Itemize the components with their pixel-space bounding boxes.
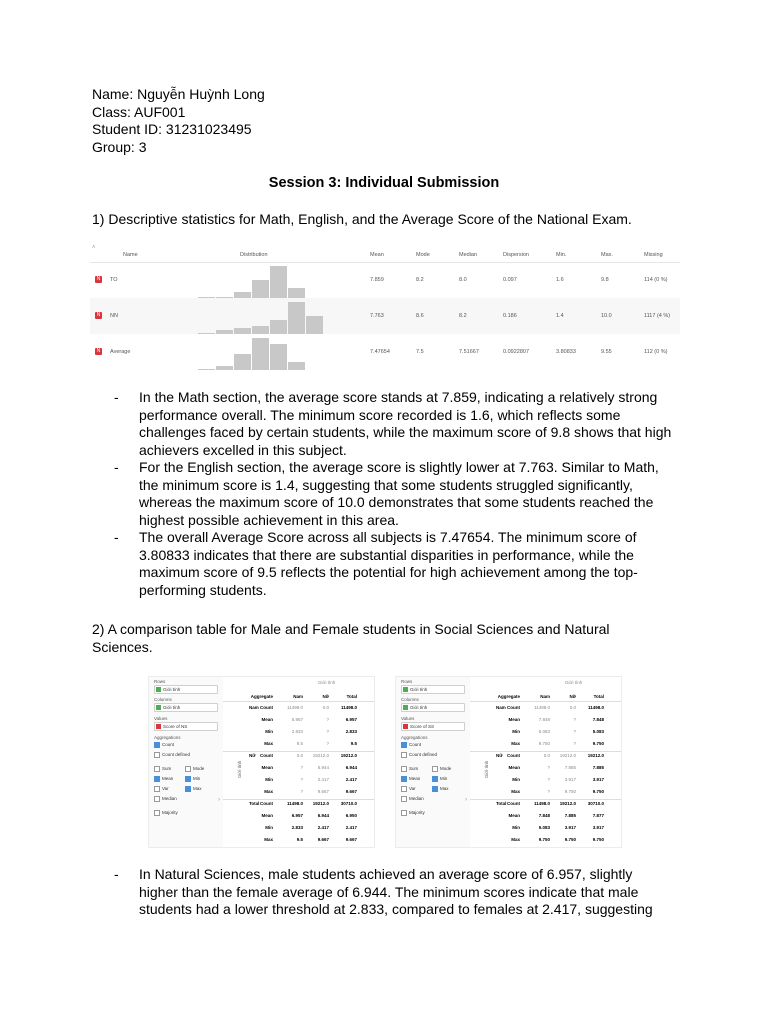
pivot-value-cell: 3.917	[592, 777, 604, 782]
control-label: Values	[401, 716, 415, 721]
pivot-value-cell: 3.917	[564, 777, 576, 782]
aggregation-count-checkbox[interactable]	[401, 742, 421, 748]
distribution-bar	[216, 366, 233, 370]
aggregation-count-checkbox[interactable]	[154, 742, 174, 748]
column-variable-label: Giới tính	[318, 680, 336, 685]
distribution-bar	[252, 326, 269, 334]
pivot-aggregate-label: Max	[264, 741, 273, 746]
stats-dispersion-value: 0.0922807	[503, 349, 529, 355]
pivot-aggregate-label: Max	[511, 789, 520, 794]
pivot-group-label: Nữ	[249, 753, 256, 758]
distribution-bar	[270, 320, 287, 334]
pivot-value-cell: 7.848	[592, 717, 604, 722]
pivot-value-cell: 9.667	[345, 837, 357, 842]
pivot-value-cell: 9.5	[296, 741, 303, 746]
row-variable-label: Giới tính	[484, 760, 490, 779]
pivot-value-cell: 19212.0	[312, 753, 329, 758]
group-divider	[223, 751, 375, 752]
col-missing: Missing	[644, 252, 663, 258]
pivot-aggregate-label: Max	[264, 837, 273, 842]
variable-type-icon	[403, 724, 408, 729]
stats-max-value: 9.55	[601, 349, 612, 355]
aggregation-min-checkbox[interactable]	[185, 776, 200, 782]
pivot-value-cell: 0.0	[322, 705, 329, 710]
pivot-value-cell: 6.944	[317, 765, 329, 770]
numeric-variable-icon: N	[96, 276, 101, 282]
pivot-value-cell: ?	[300, 765, 303, 770]
pivot-value-cell: 7.885	[564, 813, 576, 818]
stats-median-value: 8.2	[459, 313, 467, 319]
stats-min-value: 1.6	[556, 277, 564, 283]
list-item: - In Natural Sciences, male students achieved an average score of 6.957, slightly higher than the female average of 6.944. The minimum scores indicate that male students had a lower threshold at 2.833, compared to females at 2.417, suggesting	[114, 866, 653, 917]
distribution-bar	[198, 369, 215, 370]
distribution-bar	[234, 354, 251, 370]
pivot-value-cell: 2.833	[291, 825, 303, 830]
pivot-value-cell: 2.417	[317, 777, 329, 782]
aggregation-sum-checkbox[interactable]	[401, 766, 418, 772]
collapse-chevron-icon[interactable]: ›	[218, 797, 220, 803]
student-name: Name: Nguyễn Huỳnh Long	[92, 86, 265, 102]
pivot-value-cell: 7.885	[592, 765, 604, 770]
pivot-value-cell: 0.0	[296, 753, 303, 758]
pivot-value-cell: 9.750	[538, 741, 550, 746]
group-divider	[470, 751, 622, 752]
pivot-aggregate-label: Min	[265, 825, 273, 830]
checkbox-label: Mode	[193, 766, 205, 772]
stats-mean-value: 7.47654	[370, 349, 390, 355]
pivot-grid	[470, 677, 622, 847]
aggregation-min-checkbox[interactable]	[432, 776, 447, 782]
checkbox-label: Min	[440, 776, 448, 782]
checkbox-label: Sum	[409, 766, 419, 772]
pivot-aggregate-label: Mean	[508, 717, 520, 722]
checkbox-icon	[185, 766, 191, 772]
checkbox-icon	[154, 796, 160, 802]
list-item: - In the Math section, the average score stands at 7.859, indicating a relatively strong performance overall. The minimum score recorded is 1.6, which reflects some challenges faced by certain students, while the maximum score of 9.8 shows that high achievers excelled in this subject.	[114, 389, 672, 458]
checkbox-icon	[401, 796, 407, 802]
values-select[interactable]	[401, 722, 465, 731]
pivot-value-cell: 6.957	[345, 717, 357, 722]
pivot-value-cell: 2.417	[345, 825, 357, 830]
aggregation-max-checkbox[interactable]	[432, 786, 449, 792]
pivot-value-cell: 6.944	[345, 765, 357, 770]
pivot-value-cell: 11498.0	[533, 801, 550, 806]
variable-type-icon	[156, 705, 161, 710]
pivot-group-label: Nữ	[496, 753, 503, 758]
stats-row-name: TO	[110, 277, 118, 283]
pivot-value-cell: 19212.0	[559, 753, 576, 758]
pivot-value-cell: 2.417	[317, 825, 329, 830]
collapse-chevron-icon[interactable]: ›	[465, 797, 467, 803]
pivot-group-label: Total	[496, 801, 507, 806]
pivot-value-cell: 3.917	[592, 825, 604, 830]
pivot-aggregate-label: Max	[511, 741, 520, 746]
distribution-bar	[270, 344, 287, 370]
checkbox-label: Count	[409, 742, 422, 748]
checkbox-icon	[401, 742, 407, 748]
pivot-value-cell: 5.083	[538, 825, 550, 830]
pivot-aggregate-label: Count	[260, 753, 273, 758]
pivot-header-cell: Nữ	[322, 694, 329, 699]
stats-mean-value: 7.859	[370, 277, 384, 283]
stats-row	[90, 298, 680, 334]
student-class: Class: AUF001	[92, 103, 186, 120]
checkbox-icon	[401, 776, 407, 782]
student-id: Student ID: 31231023495	[92, 121, 252, 137]
select-value: Giới tính	[163, 687, 181, 692]
pivot-value-cell: 2.833	[291, 729, 303, 734]
pivot-header-cell: Total	[346, 694, 357, 699]
pivot-value-cell: 30710.0	[587, 801, 604, 806]
group-divider	[470, 799, 622, 800]
descriptive-statistics-table	[90, 240, 680, 370]
checkbox-label: Max	[440, 786, 449, 792]
aggregation-mode-checkbox[interactable]	[432, 766, 451, 772]
rows-select[interactable]	[154, 685, 218, 694]
variable-type-icon	[403, 687, 408, 692]
pivot-aggregate-label: Min	[265, 777, 273, 782]
pivot-value-cell: 9.750	[592, 789, 604, 794]
pivot-header-cell: Nam	[540, 694, 550, 699]
pivot-grid	[223, 677, 375, 847]
pivot-value-cell: 0.0	[569, 705, 576, 710]
pivot-aggregate-label: Max	[264, 789, 273, 794]
analysis-list-2	[114, 866, 674, 919]
header-divider	[470, 701, 622, 702]
control-label: Rows	[401, 679, 413, 684]
pivot-aggregate-label: Mean	[508, 765, 520, 770]
student-info	[92, 86, 265, 156]
numeric-variable-icon: N	[96, 348, 101, 354]
aggregation-var-checkbox[interactable]	[401, 786, 416, 792]
pivot-value-cell: 19212.0	[340, 753, 357, 758]
pivot-aggregate-label: Count	[507, 801, 520, 806]
checkbox-label: Median	[162, 796, 177, 802]
pivot-aggregate-label: Min	[512, 729, 520, 734]
pivot-value-cell: 19212.0	[559, 801, 576, 806]
col-mode: Mode	[416, 252, 430, 258]
pivot-value-cell: 7.848	[538, 813, 550, 818]
pivot-value-cell: 9.750	[538, 837, 550, 842]
stats-row	[90, 262, 680, 298]
stats-min-value: 1.4	[556, 313, 564, 319]
pivot-group-label: Nam	[249, 705, 259, 710]
analysis-list-1	[114, 389, 674, 599]
variable-type-icon	[156, 724, 161, 729]
pivot-value-cell: 9.5	[296, 837, 303, 842]
control-label: Columns	[154, 697, 172, 702]
checkbox-icon	[185, 786, 191, 792]
pivot-value-cell: ?	[573, 729, 576, 734]
pivot-aggregate-label: Count	[260, 705, 273, 710]
columns-select[interactable]	[154, 703, 218, 712]
pivot-header-cell: Aggregate	[250, 694, 273, 699]
aggregation-max-checkbox[interactable]	[185, 786, 202, 792]
col-mean: Mean	[370, 252, 384, 258]
pivot-value-cell: 5.083	[538, 729, 550, 734]
checkbox-icon	[432, 766, 438, 772]
pivot-value-cell: 19212.0	[587, 753, 604, 758]
pivot-value-cell: ?	[300, 789, 303, 794]
pivot-value-cell: ?	[326, 717, 329, 722]
pivot-value-cell: 19212.0	[312, 801, 329, 806]
pivot-value-cell: ?	[547, 765, 550, 770]
checkbox-icon	[401, 752, 407, 758]
distribution-bar	[252, 280, 269, 298]
checkbox-icon	[154, 786, 160, 792]
checkbox-icon	[154, 742, 160, 748]
checkbox-icon	[401, 786, 407, 792]
pivot-value-cell: 11498.0	[587, 705, 604, 710]
list-item: - The overall Average Score across all subjects is 7.47654. The minimum score of 3.80833 indicates that there are substantial disparities in performance, while the maximum score of 9.5 reflects the potential for high achievement among the top-performing students.	[114, 529, 638, 598]
pivot-value-cell: 7.885	[564, 765, 576, 770]
pivot-value-cell: 5.083	[592, 729, 604, 734]
row-variable-label: Giới tính	[237, 760, 243, 779]
select-value: Giới tính	[163, 705, 181, 710]
pivot-aggregate-label: Min	[265, 729, 273, 734]
page-title: Session 3: Individual Submission	[268, 175, 500, 191]
stats-row-name: NN	[110, 313, 118, 319]
checkbox-label: Majority	[409, 810, 425, 816]
pivot-controls	[152, 677, 220, 847]
checkbox-label: Max	[193, 786, 202, 792]
pivot-value-cell: 2.417	[345, 777, 357, 782]
distribution-bar	[252, 338, 269, 370]
control-label: Values	[154, 716, 168, 721]
distribution-bar	[306, 316, 323, 334]
rows-select[interactable]	[401, 685, 465, 694]
pivot-table-social-sciences	[395, 676, 622, 848]
stats-max-value: 10.0	[601, 313, 612, 319]
pivot-value-cell: 6.957	[291, 717, 303, 722]
aggregation-majority-checkbox[interactable]	[401, 810, 425, 816]
list-item: - For the English section, the average score is slightly lower at 7.763. Similar to Math, the minimum score is 1.4, suggesting that some students struggled significantly, whereas the maximum score of 10.0 demonstrates that some students reached the highest possible achievement in this area.	[114, 459, 659, 528]
aggregation-count-defined-checkbox[interactable]	[154, 752, 190, 758]
pivot-value-cell: 9.750	[592, 837, 604, 842]
pivot-header-cell: Total	[593, 694, 604, 699]
stats-median-value: 7.51667	[459, 349, 479, 355]
aggregation-majority-checkbox[interactable]	[154, 810, 178, 816]
pivot-value-cell: 30710.0	[340, 801, 357, 806]
checkbox-icon	[185, 776, 191, 782]
aggregation-mode-checkbox[interactable]	[185, 766, 204, 772]
stats-dispersion-value: 0.097	[503, 277, 517, 283]
question-2: 2) A comparison table for Male and Female students in Social Sciences and Natural Sciences.	[92, 621, 610, 655]
distribution-bar	[288, 302, 305, 334]
pivot-value-cell: 6.957	[291, 813, 303, 818]
control-label: Aggregations	[154, 735, 181, 740]
aggregation-mean-checkbox[interactable]	[401, 776, 420, 782]
values-select[interactable]	[154, 722, 218, 731]
pivot-aggregate-label: Mean	[508, 813, 520, 818]
checkbox-label: Count defined	[162, 752, 191, 758]
checkbox-label: Var	[409, 786, 416, 792]
stats-dispersion-value: 0.186	[503, 313, 517, 319]
checkbox-label: Count defined	[409, 752, 438, 758]
col-name: Name	[123, 252, 138, 258]
aggregation-var-checkbox[interactable]	[154, 786, 169, 792]
aggregation-median-checkbox[interactable]	[154, 796, 177, 802]
stats-missing-value: 112 (0 %)	[644, 349, 668, 355]
pivot-value-cell: 7.848	[538, 717, 550, 722]
select-value: Score of SS	[410, 724, 435, 729]
checkbox-label: Mean	[409, 776, 421, 782]
pivot-value-cell: 9.667	[317, 837, 329, 842]
checkbox-icon	[154, 766, 160, 772]
pivot-aggregate-label: Count	[260, 801, 273, 806]
columns-select[interactable]	[401, 703, 465, 712]
checkbox-icon	[432, 776, 438, 782]
pivot-header-cell: Nam	[293, 694, 303, 699]
checkbox-label: Min	[193, 776, 201, 782]
distribution-bar	[270, 266, 287, 298]
stats-missing-value: 1117 (4 %)	[644, 313, 671, 319]
pivot-aggregate-label: Mean	[261, 765, 273, 770]
pivot-value-cell: ?	[326, 741, 329, 746]
stats-missing-value: 114 (0 %)	[644, 277, 668, 283]
pivot-value-cell: 11498.0	[286, 801, 303, 806]
control-label: Rows	[154, 679, 166, 684]
pivot-controls	[399, 677, 467, 847]
pivot-header-cell: Nữ	[569, 694, 576, 699]
select-value: Score of NS	[163, 724, 188, 729]
question-1: 1) Descriptive statistics for Math, English, and the Average Score of the National Exam.	[92, 211, 632, 227]
pivot-table-natural-sciences	[148, 676, 375, 848]
checkbox-label: Majority	[162, 810, 178, 816]
aggregation-sum-checkbox[interactable]	[154, 766, 171, 772]
pivot-group-label: Nam	[496, 705, 506, 710]
pivot-value-cell: 9.750	[564, 837, 576, 842]
pivot-value-cell: 9.750	[564, 789, 576, 794]
pivot-aggregate-label: Count	[507, 753, 520, 758]
stats-mode-value: 7.5	[416, 349, 424, 355]
pivot-value-cell: 7.877	[592, 813, 604, 818]
select-value: Giới tính	[410, 705, 428, 710]
pivot-value-cell: 9.667	[317, 789, 329, 794]
stats-max-value: 9.8	[601, 277, 609, 283]
checkbox-icon	[401, 766, 407, 772]
aggregation-count-defined-checkbox[interactable]	[401, 752, 437, 758]
col-median: Median	[459, 252, 478, 258]
checkbox-label: Sum	[162, 766, 172, 772]
pivot-aggregate-label: Min	[512, 825, 520, 830]
sort-indicator-icon: ˄	[92, 245, 96, 251]
pivot-value-cell: ?	[326, 729, 329, 734]
select-value: Giới tính	[410, 687, 428, 692]
control-label: Columns	[401, 697, 419, 702]
stats-min-value: 3.80833	[556, 349, 576, 355]
pivot-value-cell: ?	[547, 777, 550, 782]
pivot-value-cell: ?	[300, 777, 303, 782]
student-group: Group: 3	[92, 138, 147, 155]
stats-mean-value: 7.763	[370, 313, 384, 319]
variable-type-icon	[403, 705, 408, 710]
pivot-value-cell: 6.950	[345, 813, 357, 818]
pivot-aggregate-label: Count	[507, 705, 520, 710]
column-variable-label: Giới tính	[565, 680, 583, 685]
distribution-bar	[288, 362, 305, 370]
pivot-aggregate-label: Mean	[261, 717, 273, 722]
checkbox-icon	[154, 776, 160, 782]
group-divider	[223, 799, 375, 800]
variable-type-icon	[156, 687, 161, 692]
stats-median-value: 8.0	[459, 277, 467, 283]
pivot-aggregate-label: Min	[512, 777, 520, 782]
header-divider	[223, 701, 375, 702]
checkbox-label: Var	[162, 786, 169, 792]
pivot-value-cell: 2.833	[345, 729, 357, 734]
pivot-value-cell: 9.5	[350, 741, 357, 746]
pivot-aggregate-label: Max	[511, 837, 520, 842]
checkbox-label: Median	[409, 796, 424, 802]
checkbox-icon	[154, 810, 160, 816]
aggregation-median-checkbox[interactable]	[401, 796, 424, 802]
pivot-value-cell: 11498.0	[287, 705, 303, 710]
pivot-header-cell: Aggregate	[497, 694, 520, 699]
pivot-group-label: Total	[249, 801, 260, 806]
checkbox-label: Mean	[162, 776, 174, 782]
pivot-value-cell: 0.0	[543, 753, 550, 758]
stats-row-name: Average	[110, 349, 131, 355]
col-dispersion: Dispersion	[503, 252, 529, 258]
pivot-value-cell: ?	[573, 717, 576, 722]
pivot-value-cell: ?	[573, 741, 576, 746]
checkbox-label: Mode	[440, 766, 452, 772]
col-distribution: Distribution	[240, 252, 268, 258]
distribution-bar	[288, 288, 305, 298]
pivot-aggregate-label: Mean	[261, 813, 273, 818]
numeric-variable-icon: N	[96, 312, 101, 318]
stats-row	[90, 334, 680, 370]
control-label: Aggregations	[401, 735, 428, 740]
stats-mode-value: 8.6	[416, 313, 424, 319]
aggregation-mean-checkbox[interactable]	[154, 776, 173, 782]
checkbox-icon	[432, 786, 438, 792]
stats-mode-value: 8.2	[416, 277, 424, 283]
pivot-value-cell: ?	[547, 789, 550, 794]
col-min: Min.	[556, 252, 567, 258]
pivot-value-cell: 9.750	[592, 741, 604, 746]
checkbox-icon	[401, 810, 407, 816]
pivot-value-cell: 6.944	[317, 813, 329, 818]
pivot-value-cell: 11498.0	[534, 705, 550, 710]
checkbox-label: Count	[162, 742, 175, 748]
checkbox-icon	[154, 752, 160, 758]
pivot-value-cell: 9.667	[345, 789, 357, 794]
col-max: Max.	[601, 252, 613, 258]
pivot-value-cell: 3.917	[564, 825, 576, 830]
pivot-value-cell: 11498.0	[340, 705, 357, 710]
